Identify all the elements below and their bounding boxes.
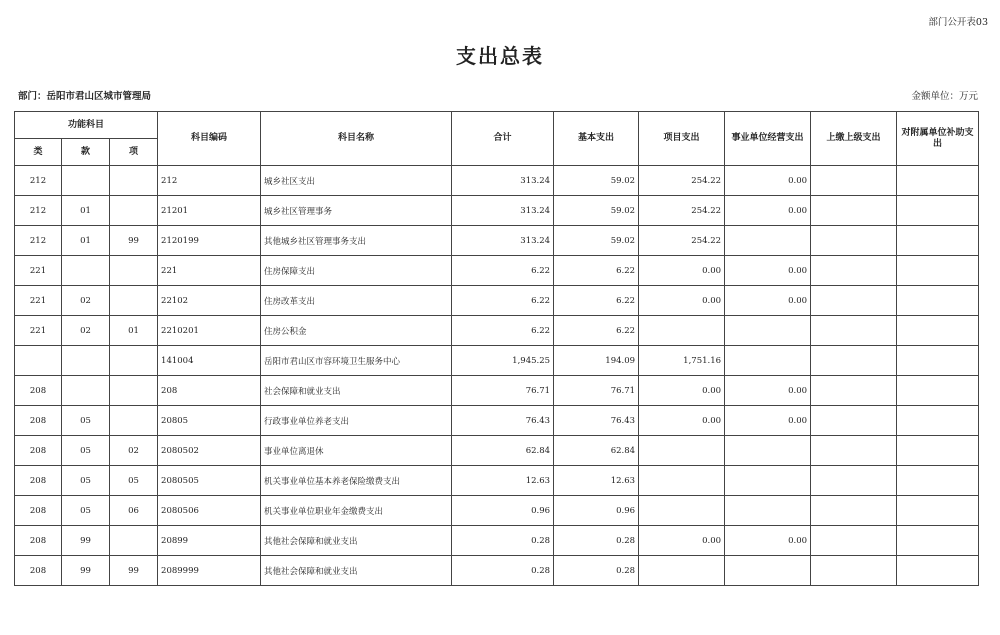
cell-xiang [110, 406, 158, 436]
cell-project: 254.22 [639, 196, 725, 226]
cell-basic: 6.22 [554, 256, 639, 286]
cell-kuan: 05 [62, 406, 110, 436]
cell-upper [811, 526, 897, 556]
cell-xiang [110, 256, 158, 286]
cell-lei [15, 346, 62, 376]
table-row [15, 166, 979, 196]
cell-kuan [62, 256, 110, 286]
cell-kuan [62, 346, 110, 376]
cell-name: 机关事业单位基本养老保险缴费支出 [261, 466, 452, 496]
cell-business [725, 436, 811, 466]
table-row [15, 316, 979, 346]
cell-business [725, 496, 811, 526]
cell-total: 6.22 [452, 316, 554, 346]
cell-basic: 12.63 [554, 466, 639, 496]
table-row [15, 226, 979, 256]
cell-name: 社会保障和就业支出 [261, 376, 452, 406]
cell-business [725, 466, 811, 496]
cell-name: 机关事业单位职业年金缴费支出 [261, 496, 452, 526]
cell-code: 141004 [158, 346, 261, 376]
cell-name: 其他城乡社区管理事务支出 [261, 226, 452, 256]
cell-project: 254.22 [639, 226, 725, 256]
cell-project [639, 556, 725, 586]
cell-basic: 76.71 [554, 376, 639, 406]
cell-basic: 6.22 [554, 316, 639, 346]
header-func-subject: 功能科目 [15, 112, 158, 139]
cell-name: 其他社会保障和就业支出 [261, 556, 452, 586]
cell-upper [811, 196, 897, 226]
table-row [15, 256, 979, 286]
cell-upper [811, 556, 897, 586]
cell-code: 212 [158, 166, 261, 196]
cell-subsidy [897, 286, 979, 316]
table-row [15, 286, 979, 316]
cell-business [725, 556, 811, 586]
cell-basic: 76.43 [554, 406, 639, 436]
cell-xiang: 99 [110, 556, 158, 586]
header-business: 事业单位经营支出 [725, 112, 811, 166]
header-lei: 类 [15, 139, 62, 166]
cell-code: 20805 [158, 406, 261, 436]
table-row [15, 526, 979, 556]
cell-xiang [110, 166, 158, 196]
cell-upper [811, 286, 897, 316]
header-total: 合计 [452, 112, 554, 166]
cell-basic: 194.09 [554, 346, 639, 376]
cell-kuan: 05 [62, 436, 110, 466]
cell-business: 0.00 [725, 406, 811, 436]
table-row [15, 196, 979, 226]
table-row [15, 466, 979, 496]
cell-lei: 208 [15, 556, 62, 586]
cell-project: 0.00 [639, 526, 725, 556]
cell-lei: 221 [15, 286, 62, 316]
cell-lei: 208 [15, 406, 62, 436]
cell-basic: 0.28 [554, 556, 639, 586]
cell-subsidy [897, 316, 979, 346]
cell-project: 0.00 [639, 406, 725, 436]
cell-kuan: 02 [62, 316, 110, 346]
cell-subsidy [897, 526, 979, 556]
cell-business [725, 316, 811, 346]
cell-basic: 62.84 [554, 436, 639, 466]
cell-upper [811, 256, 897, 286]
cell-xiang [110, 346, 158, 376]
cell-subsidy [897, 346, 979, 376]
cell-project: 0.00 [639, 376, 725, 406]
cell-xiang: 01 [110, 316, 158, 346]
cell-xiang: 06 [110, 496, 158, 526]
cell-lei: 212 [15, 196, 62, 226]
cell-upper [811, 376, 897, 406]
table-body [15, 166, 979, 586]
cell-lei: 208 [15, 526, 62, 556]
cell-project: 0.00 [639, 286, 725, 316]
cell-kuan [62, 376, 110, 406]
cell-project [639, 466, 725, 496]
header-project: 项目支出 [639, 112, 725, 166]
cell-project: 0.00 [639, 256, 725, 286]
cell-code: 221 [158, 256, 261, 286]
cell-subsidy [897, 226, 979, 256]
cell-subsidy [897, 436, 979, 466]
cell-upper [811, 226, 897, 256]
cell-upper [811, 166, 897, 196]
cell-lei: 208 [15, 466, 62, 496]
cell-total: 0.28 [452, 556, 554, 586]
cell-name: 城乡社区支出 [261, 166, 452, 196]
cell-subsidy [897, 406, 979, 436]
cell-lei: 208 [15, 436, 62, 466]
cell-upper [811, 436, 897, 466]
cell-name: 住房改革支出 [261, 286, 452, 316]
cell-lei: 212 [15, 226, 62, 256]
cell-basic: 59.02 [554, 196, 639, 226]
header-kuan: 款 [62, 139, 110, 166]
cell-project [639, 316, 725, 346]
cell-lei: 221 [15, 256, 62, 286]
cell-xiang [110, 286, 158, 316]
cell-project [639, 436, 725, 466]
table-row [15, 346, 979, 376]
table-row [15, 406, 979, 436]
cell-project: 1,751.16 [639, 346, 725, 376]
cell-subsidy [897, 466, 979, 496]
cell-business [725, 226, 811, 256]
cell-code: 20899 [158, 526, 261, 556]
cell-subsidy [897, 376, 979, 406]
header-upper: 上缴上级支出 [811, 112, 897, 166]
cell-subsidy [897, 196, 979, 226]
cell-code: 2080502 [158, 436, 261, 466]
cell-upper [811, 346, 897, 376]
cell-code: 2120199 [158, 226, 261, 256]
table-row [15, 436, 979, 466]
header-name: 科目名称 [261, 112, 452, 166]
cell-lei: 212 [15, 166, 62, 196]
cell-code: 21201 [158, 196, 261, 226]
cell-xiang [110, 526, 158, 556]
cell-upper [811, 496, 897, 526]
cell-kuan: 01 [62, 226, 110, 256]
amount-unit-label: 金额单位：万元 [911, 91, 978, 102]
cell-kuan: 99 [62, 526, 110, 556]
cell-basic: 59.02 [554, 166, 639, 196]
cell-business [725, 346, 811, 376]
header-basic: 基本支出 [554, 112, 639, 166]
cell-lei: 208 [15, 496, 62, 526]
cell-xiang [110, 196, 158, 226]
header-subsidy: 对附属单位补助支出 [897, 112, 979, 166]
cell-name: 城乡社区管理事务 [261, 196, 452, 226]
cell-subsidy [897, 256, 979, 286]
cell-total: 76.71 [452, 376, 554, 406]
cell-name: 住房公积金 [261, 316, 452, 346]
cell-upper [811, 406, 897, 436]
cell-code: 208 [158, 376, 261, 406]
cell-kuan [62, 166, 110, 196]
cell-total: 76.43 [452, 406, 554, 436]
cell-project [639, 496, 725, 526]
table-row [15, 556, 979, 586]
cell-upper [811, 466, 897, 496]
cell-business: 0.00 [725, 376, 811, 406]
cell-name: 行政事业单位养老支出 [261, 406, 452, 436]
cell-xiang: 02 [110, 436, 158, 466]
cell-project: 254.22 [639, 166, 725, 196]
cell-subsidy [897, 556, 979, 586]
cell-basic: 59.02 [554, 226, 639, 256]
cell-name: 其他社会保障和就业支出 [261, 526, 452, 556]
cell-total: 62.84 [452, 436, 554, 466]
cell-business: 0.00 [725, 166, 811, 196]
cell-business: 0.00 [725, 256, 811, 286]
cell-business: 0.00 [725, 286, 811, 316]
cell-code: 2080506 [158, 496, 261, 526]
cell-code: 2089999 [158, 556, 261, 586]
cell-total: 0.28 [452, 526, 554, 556]
cell-total: 6.22 [452, 256, 554, 286]
cell-name: 岳阳市君山区市容环境卫生服务中心 [261, 346, 452, 376]
cell-kuan: 02 [62, 286, 110, 316]
cell-basic: 6.22 [554, 286, 639, 316]
cell-total: 12.63 [452, 466, 554, 496]
cell-kuan: 05 [62, 466, 110, 496]
cell-xiang [110, 376, 158, 406]
cell-kuan: 01 [62, 196, 110, 226]
cell-xiang: 05 [110, 466, 158, 496]
page-title: 支出总表 [456, 44, 544, 68]
form-code: 部门公开表03 [928, 17, 988, 28]
cell-lei: 221 [15, 316, 62, 346]
cell-code: 22102 [158, 286, 261, 316]
cell-kuan: 99 [62, 556, 110, 586]
cell-total: 313.24 [452, 226, 554, 256]
cell-subsidy [897, 166, 979, 196]
cell-total: 313.24 [452, 196, 554, 226]
cell-basic: 0.28 [554, 526, 639, 556]
cell-xiang: 99 [110, 226, 158, 256]
cell-business: 0.00 [725, 526, 811, 556]
table-row [15, 496, 979, 526]
cell-total: 6.22 [452, 286, 554, 316]
cell-total: 0.96 [452, 496, 554, 526]
cell-code: 2210201 [158, 316, 261, 346]
cell-name: 住房保障支出 [261, 256, 452, 286]
cell-total: 313.24 [452, 166, 554, 196]
cell-lei: 208 [15, 376, 62, 406]
cell-total: 1,945.25 [452, 346, 554, 376]
cell-business: 0.00 [725, 196, 811, 226]
department-label: 部门：岳阳市君山区城市管理局 [18, 91, 152, 102]
table-row [15, 376, 979, 406]
cell-kuan: 05 [62, 496, 110, 526]
cell-code: 2080505 [158, 466, 261, 496]
cell-upper [811, 316, 897, 346]
header-code: 科目编码 [158, 112, 261, 166]
cell-name: 事业单位离退休 [261, 436, 452, 466]
header-xiang: 项 [110, 139, 158, 166]
cell-subsidy [897, 496, 979, 526]
expenditure-table [14, 111, 979, 586]
cell-basic: 0.96 [554, 496, 639, 526]
